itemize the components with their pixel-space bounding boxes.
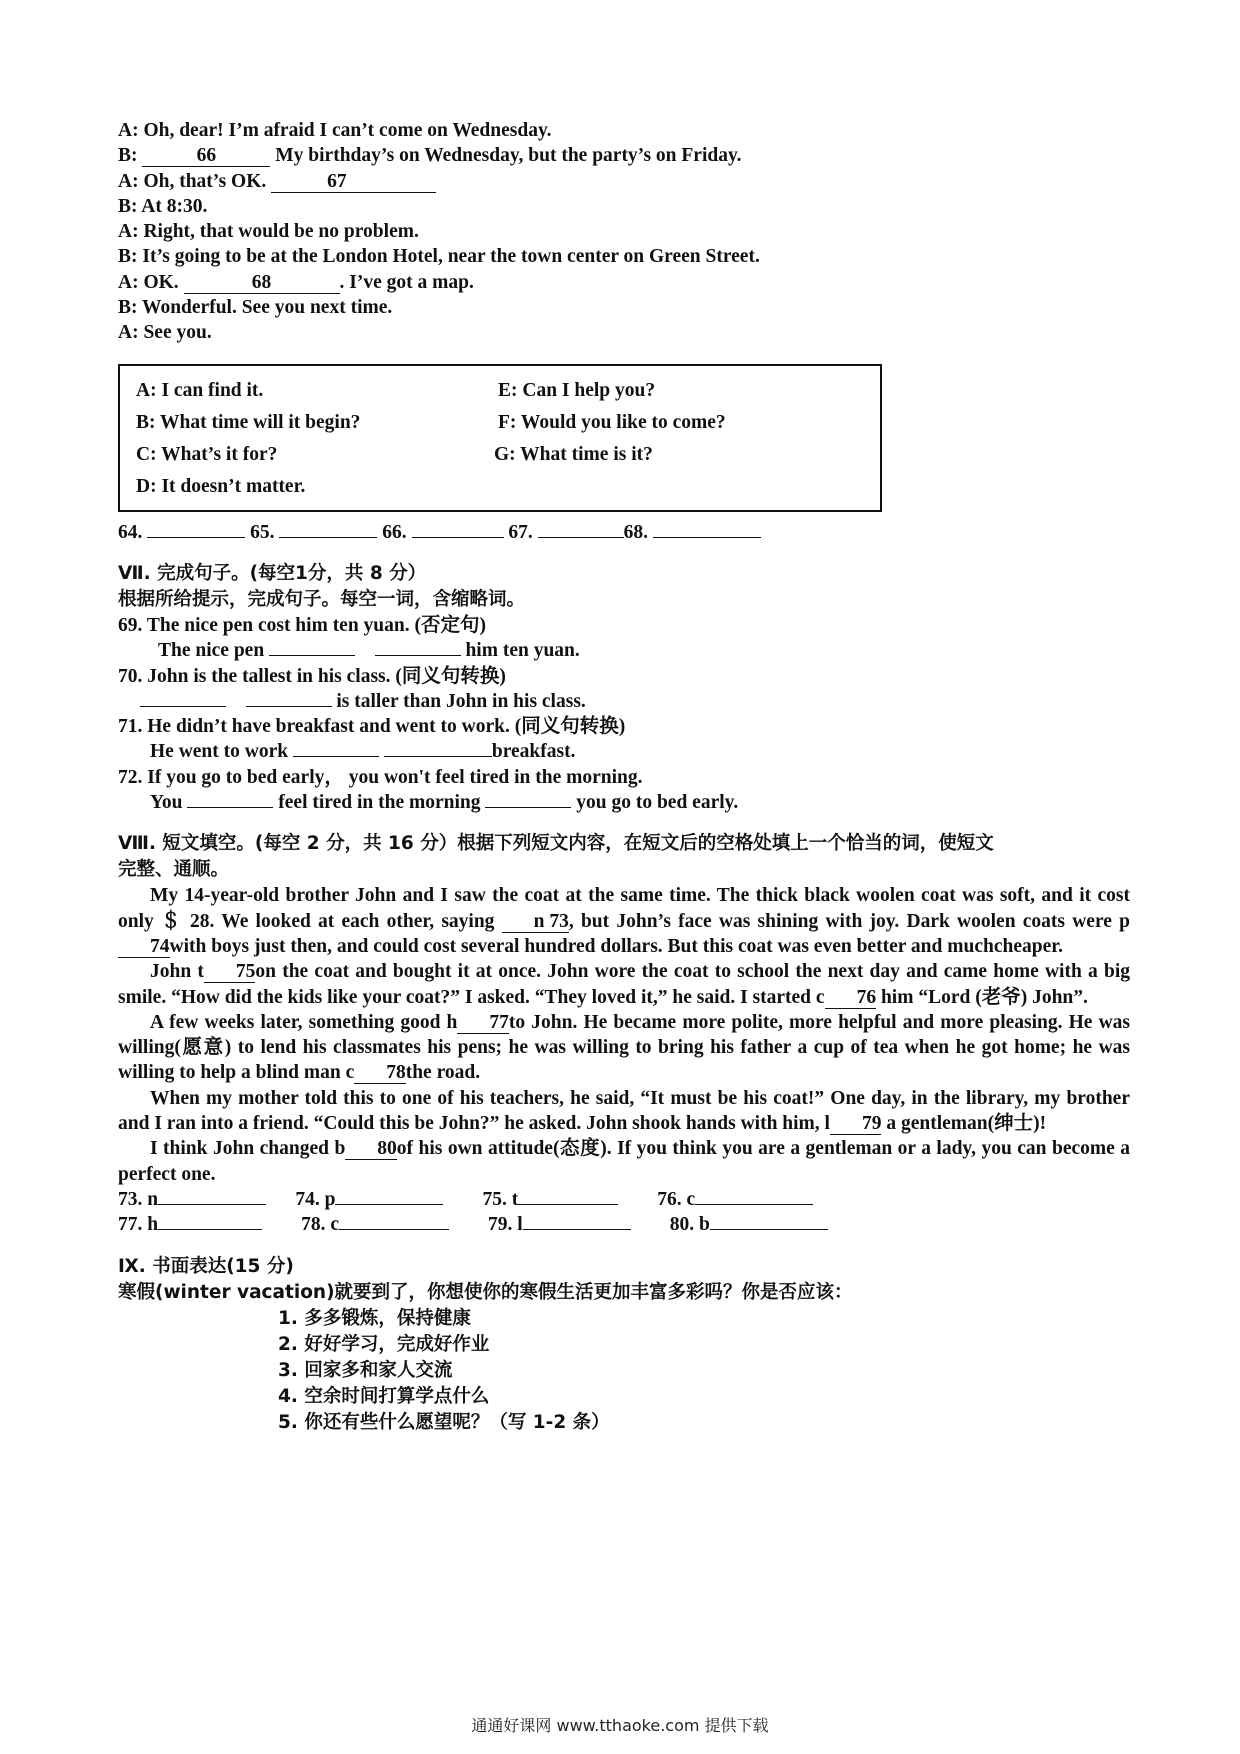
answer-66[interactable] [412,537,504,538]
dialogue-line: B: It’s going to be at the London Hotel, near the town center on Green Street. [118,246,760,268]
answer-68[interactable] [653,537,761,538]
section-7-title: Ⅶ. 完成句子。(每空1分，共 8 分） [118,562,427,584]
answer-line-73-76: 73. n 74. p 75. t 76. c [118,1187,1130,1212]
section-9-item: 3. 回家多和家人交流 [278,1359,453,1381]
answer-73[interactable] [158,1204,266,1205]
question-72-answer: You feel tired in the morning you go to bed early. [150,792,739,814]
blank-76[interactable]: 76 [825,987,877,1009]
section-8 [118,831,1130,1237]
answer-76[interactable] [695,1204,813,1205]
question-71: 71. He didn’t have breakfast and went to work. (同义句转换) [118,716,626,738]
answer-74[interactable] [335,1204,443,1205]
blank[interactable] [187,807,273,808]
passage-paragraph: A few weeks later, something good h77to John. He became more polite, more helpful and more pleasing. He was willing(愿意) to lend his classmates his pens; he was willing to bring his father a cup of tea when he got home; he was willing to help a blind man c78the road. [118,1011,1130,1084]
question-69-answer: The nice pen him ten yuan. [158,640,580,662]
dialogue-line: B: At 8:30. [118,195,208,217]
section-7-instruction: 根据所给提示，完成句子。每空一词，含缩略词。 [118,588,526,610]
answer-77[interactable] [158,1229,262,1230]
blank[interactable] [140,706,226,707]
question-70-answer: is taller than John in his class. [118,689,1130,714]
blank-73[interactable]: n 73 [502,911,569,933]
blank[interactable] [246,706,332,707]
blank-79[interactable]: 79 [830,1113,882,1135]
dialogue-line: A: See you. [118,322,212,344]
blank[interactable] [485,807,571,808]
section-9-item: 1. 多多锻炼，保持健康 [278,1307,471,1329]
blank-77[interactable]: 77 [457,1012,509,1034]
option-a: A: I can find it. [136,379,264,401]
answer-67[interactable] [538,537,624,538]
section-9 [118,1254,1130,1436]
section-9-item: 4. 空余时间打算学点什么 [278,1385,490,1407]
dialogue-line: B: Wonderful. See you next time. [118,297,393,319]
blank-66[interactable]: 66 [142,145,270,167]
section-9-item: 5. 你还有些什么愿望呢？（写 1-2 条） [278,1411,610,1433]
question-69: 69. The nice pen cost him ten yuan. (否定句) [118,614,486,636]
dialogue [118,118,1130,346]
section-8-title: Ⅷ. 短文填空。(每空 2 分，共 16 分）根据下列短文内容，在短文后的空格处填上一个恰当的词，使短文 [118,833,994,855]
question-71-answer: He went to work breakfast. [150,741,576,763]
option-f: F: Would you like to come? [498,411,726,433]
section-9-title: Ⅸ. 书面表达(15 分) [118,1255,294,1277]
passage-paragraph: My 14-year-old brother John and I saw the coat at the same time. The thick black woolen coat was soft, and it cost only ＄ 28. We looked at each other, saying n 73, but John’s face was shining with joy. Dark woolen coats were p74with boys just then, and could cost several hundred dollars. But this coat was even better and muchcheaper. [118,885,1130,957]
blank-74[interactable]: 74 [118,936,170,958]
answer-75[interactable] [518,1204,618,1205]
blank[interactable] [293,756,379,757]
blank[interactable] [384,756,492,757]
page-footer: 通通好课网 www.tthaoke.com 提供下载 [471,1716,769,1735]
options-box [118,364,882,512]
question-72: 72. If you go to bed early， you won't feel tired in the morning. [118,766,643,788]
dialogue-line: A: Oh, that’s OK. 67 [118,169,1130,194]
answer-80[interactable] [710,1229,828,1230]
section-8-title-cont: 完整、通顺。 [118,859,230,881]
option-e: E: Can I help you? [498,379,656,401]
blank[interactable] [375,655,461,656]
option-b: B: What time will it begin? [136,411,361,433]
answer-line-77-80: 77. h 78. c 79. l 80. b [118,1212,1130,1237]
answer-line-64-68: 64. 65. 66. 67. 68. [118,520,1130,545]
answer-78[interactable] [339,1229,449,1230]
option-c: C: What’s it for? [136,443,278,465]
passage-paragraph: John t75on the coat and bought it at once. John wore the coat to school the next day and came home with a big smile. “How did the kids like your coat?” I asked. “They loved it,” he said. I started c76 him “Lord (老爷) John”. [118,961,1131,1008]
dialogue-line: A: OK. 68 . I’ve got a map. [118,271,474,293]
exam-page [118,118,1130,1436]
blank-67[interactable]: 67 [271,171,436,193]
dialogue-line: A: Oh, dear! I’m afraid I can’t come on Wednesday. [118,120,552,141]
blank-78[interactable]: 78 [354,1062,406,1084]
blank-75[interactable]: 75 [204,961,256,983]
option-g: G: What time is it? [494,443,653,465]
blank-68[interactable]: 68 [184,272,340,294]
passage-paragraph: I think John changed b80of his own attitude(态度). If you think you are a gentleman or a lady, you can become a perfect one. [118,1138,1130,1185]
passage-paragraph: When my mother told this to one of his teachers, he said, “It must be his coat!” One day, in the library, my brother and I ran into a friend. “Could this be John?” he asked. John shook hands with him, l79 a gentleman(绅士)! [118,1087,1130,1135]
blank-80[interactable]: 80 [345,1138,397,1160]
blank[interactable] [269,655,355,656]
section-7 [118,561,1130,815]
section-9-intro: 寒假(winter vacation)就要到了，你想使你的寒假生活更加丰富多彩吗？你是否应该： [118,1281,853,1303]
question-70: 70. John is the tallest in his class. (同义句转换) [118,665,506,687]
section-9-item: 2. 好好学习，完成好作业 [278,1333,490,1355]
option-d: D: It doesn’t matter. [136,475,306,497]
answer-79[interactable] [523,1229,631,1230]
answer-65[interactable] [279,537,377,538]
dialogue-line: A: Right, that would be no problem. [118,221,419,243]
answer-64[interactable] [147,537,245,538]
dialogue-line: B: 66 My birthday’s on Wednesday, but the party’s on Friday. [118,145,742,167]
